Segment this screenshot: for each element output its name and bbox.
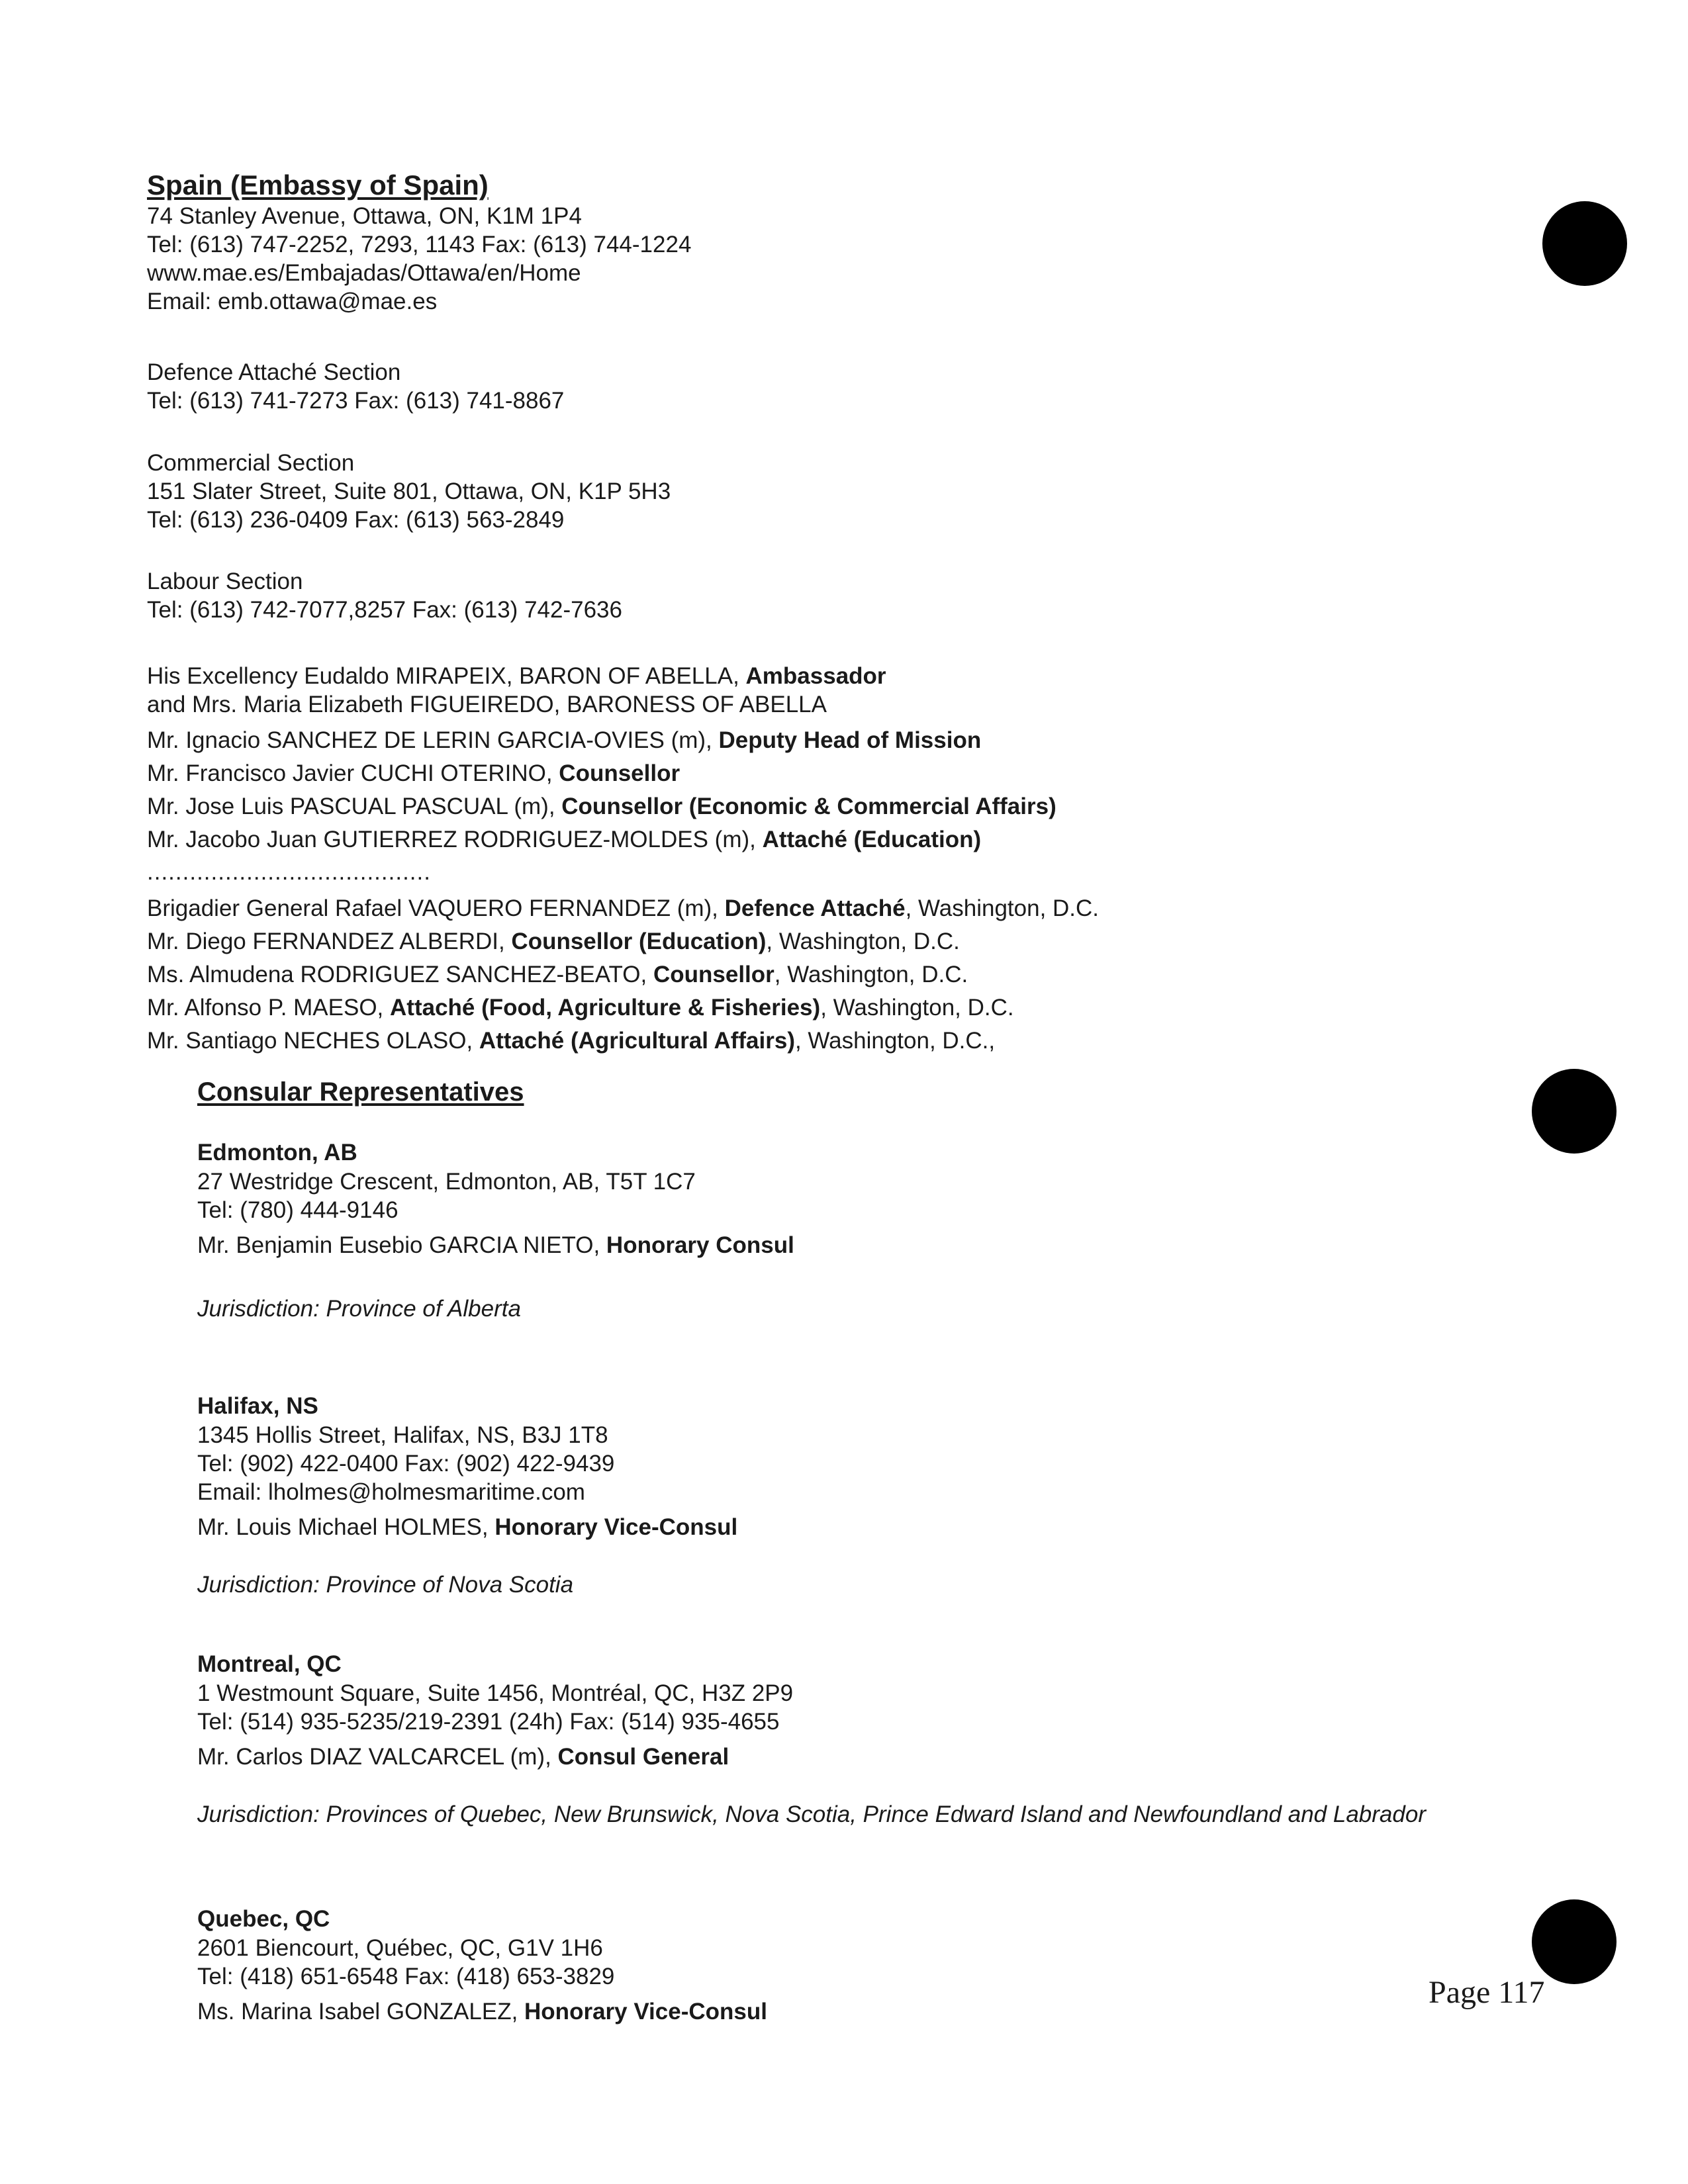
office-contact: Mr. Louis Michael HOLMES, Honorary Vice-Consul — [197, 1514, 738, 1540]
accredited-entry: Mr. Diego FERNANDEZ ALBERDI, Counsellor (Education), Washington, D.C. — [147, 929, 960, 954]
punch-hole-bottom — [1532, 1899, 1617, 1984]
section-phone: Tel: (613) 742-7077,8257 Fax: (613) 742-7636 — [147, 597, 622, 623]
office-phone: Tel: (514) 935-5235/219-2391 (24h) Fax: (514) 935-4655 — [197, 1709, 780, 1735]
embassy-block — [147, 169, 691, 316]
accredited-entry: Mr. Alfonso P. MAESO, Attaché (Food, Agriculture & Fisheries), Washington, D.C. — [147, 995, 1014, 1021]
punch-hole-middle — [1532, 1069, 1617, 1154]
embassy-website: www.mae.es/Embajadas/Ottawa/en/Home — [147, 260, 581, 286]
office-address: 1345 Hollis Street, Halifax, NS, B3J 1T8 — [197, 1422, 608, 1448]
embassy-email: Email: emb.ottawa@mae.es — [147, 289, 438, 314]
office-email: Email: lholmes@holmesmaritime.com — [197, 1479, 585, 1505]
accredited-entry: Ms. Almudena RODRIGUEZ SANCHEZ-BEATO, Counsellor, Washington, D.C. — [147, 962, 968, 987]
consular-office-edmonton — [197, 1138, 794, 1324]
section-phone: Tel: (613) 236-0409 Fax: (613) 563-2849 — [147, 507, 565, 533]
office-city: Montreal, QC — [197, 1651, 342, 1677]
office-contact: Ms. Marina Isabel GONZALEZ, Honorary Vice-Consul — [197, 1999, 767, 2025]
section-labour — [147, 567, 622, 624]
page-number: Page 117 — [1429, 1975, 1545, 2010]
punch-hole-top — [1542, 201, 1627, 286]
office-contact: Mr. Carlos DIAZ VALCARCEL (m), Consul General — [197, 1744, 729, 1770]
consular-office-quebec — [197, 1905, 767, 2026]
embassy-title: Spain (Embassy of Spain) — [147, 169, 489, 201]
office-phone: Tel: (902) 422-0400 Fax: (902) 422-9439 — [197, 1451, 615, 1477]
office-address: 27 Westridge Crescent, Edmonton, AB, T5T 1C7 — [197, 1169, 696, 1195]
staff-list — [147, 662, 1056, 884]
section-defence — [147, 358, 564, 415]
office-city: Quebec, QC — [197, 1906, 330, 1932]
accredited-entry: Mr. Santiago NECHES OLASO, Attaché (Agricultural Affairs), Washington, D.C., — [147, 1028, 996, 1054]
office-phone: Tel: (418) 651-6548 Fax: (418) 653-3829 — [197, 1964, 615, 1989]
section-phone: Tel: (613) 741-7273 Fax: (613) 741-8867 — [147, 388, 565, 414]
consular-office-halifax — [197, 1392, 737, 1600]
office-jurisdiction: Jurisdiction: Province of Alberta — [197, 1296, 521, 1322]
consular-office-montreal — [197, 1650, 1426, 1829]
section-name: Commercial Section — [147, 450, 355, 476]
staff-entry: Mr. Jose Luis PASCUAL PASCUAL (m), Counsellor (Economic & Commercial Affairs) — [147, 794, 1056, 819]
accredited-entry: Brigadier General Rafael VAQUERO FERNANDEZ (m), Defence Attaché, Washington, D.C. — [147, 895, 1100, 921]
section-address: 151 Slater Street, Suite 801, Ottawa, ON, K1P 5H3 — [147, 478, 671, 504]
office-city: Halifax, NS — [197, 1393, 318, 1419]
office-address: 2601 Biencourt, Québec, QC, G1V 1H6 — [197, 1935, 603, 1961]
office-city: Edmonton, AB — [197, 1140, 357, 1165]
section-commercial — [147, 449, 671, 534]
embassy-address: 74 Stanley Avenue, Ottawa, ON, K1M 1P4 — [147, 203, 582, 229]
embassy-phone: Tel: (613) 747-2252, 7293, 1143 Fax: (613) 744-1224 — [147, 232, 692, 257]
staff-entry: Mr. Jacobo Juan GUTIERREZ RODRIGUEZ-MOLDES (m), Attaché (Education) — [147, 827, 982, 852]
office-phone: Tel: (780) 444-9146 — [197, 1197, 399, 1223]
dotted-separator: ........................................ — [147, 859, 431, 885]
accredited-list — [147, 892, 1099, 1058]
staff-entry: His Excellency Eudaldo MIRAPEIX, BARON OF ABELLA, Ambassador — [147, 663, 886, 689]
office-jurisdiction: Jurisdiction: Provinces of Quebec, New Brunswick, Nova Scotia, Prince Edward Island and Newfoundland and Labrador — [197, 1801, 1426, 1827]
section-name: Labour Section — [147, 569, 303, 594]
staff-entry: and Mrs. Maria Elizabeth FIGUEIREDO, BARONESS OF ABELLA — [147, 692, 827, 717]
staff-entry: Mr. Francisco Javier CUCHI OTERINO, Counsellor — [147, 760, 680, 786]
staff-entry: Mr. Ignacio SANCHEZ DE LERIN GARCIA-OVIES (m), Deputy Head of Mission — [147, 727, 982, 753]
section-name: Defence Attaché Section — [147, 359, 401, 385]
office-address: 1 Westmount Square, Suite 1456, Montréal, QC, H3Z 2P9 — [197, 1680, 794, 1706]
office-jurisdiction: Jurisdiction: Province of Nova Scotia — [197, 1572, 574, 1598]
office-contact: Mr. Benjamin Eusebio GARCIA NIETO, Honorary Consul — [197, 1232, 794, 1258]
consular-heading: Consular Representatives — [197, 1077, 524, 1107]
